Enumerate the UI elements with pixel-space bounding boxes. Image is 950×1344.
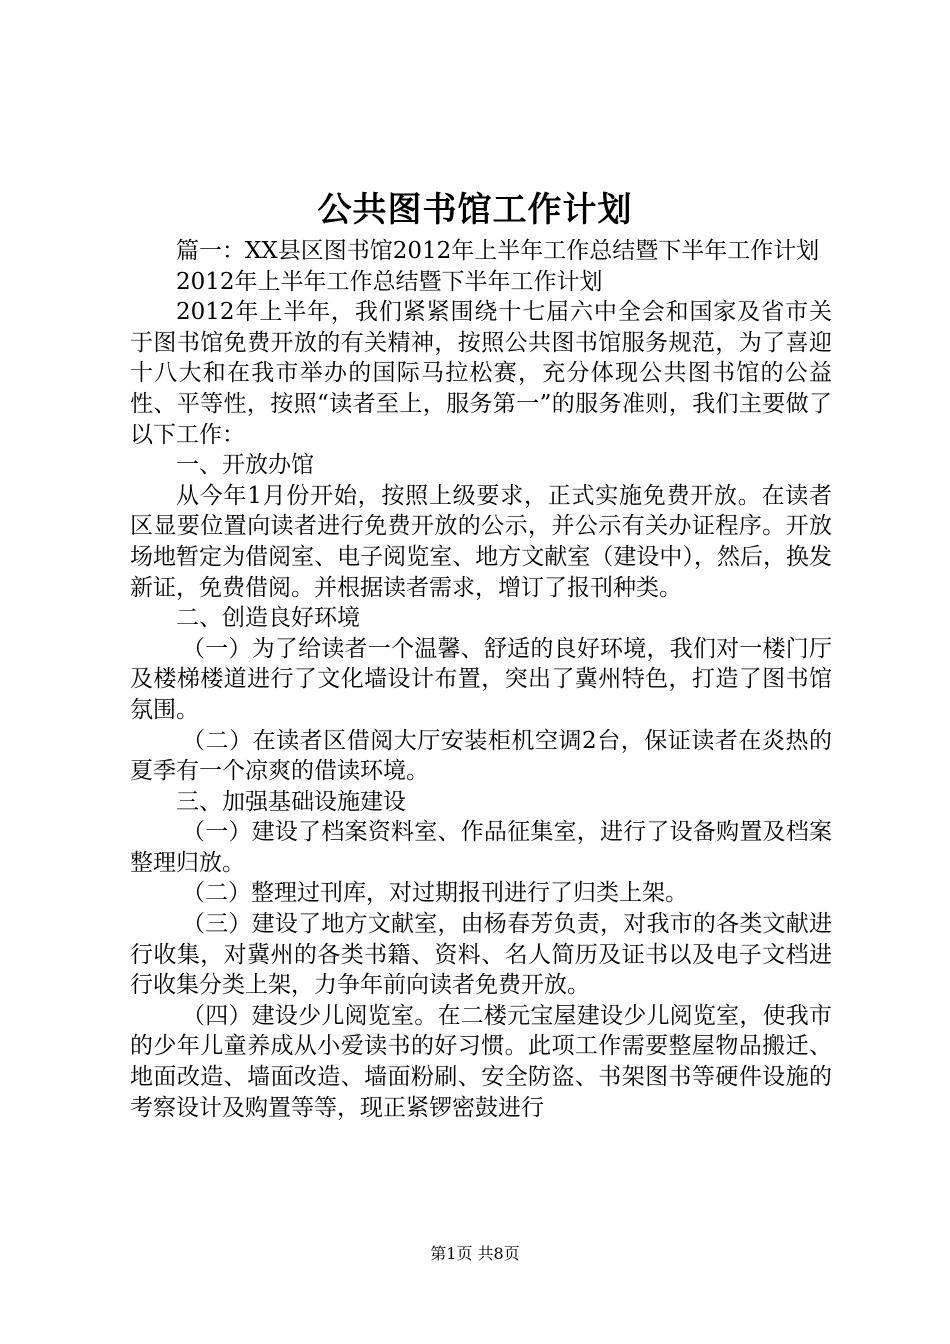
paragraph-subtitle: 2012年上半年工作总结暨下半年工作计划 bbox=[176, 268, 603, 295]
section-heading-infrastructure: 三、加强基础设施建设 bbox=[176, 788, 406, 815]
paragraph-infrastructure-item-3: （三）建设了地方文献室，由杨春芳负责，对我市的各类文献进行收集，对冀州的各类书籍、资料、名人简历及证书以及电子文档进行收集分类上架，力争年前向读者免费开放。 bbox=[130, 911, 832, 999]
document-body bbox=[130, 236, 832, 1123]
section-heading-open-library: 一、开放办馆 bbox=[176, 452, 314, 479]
document-title: 公共图书馆工作计划 bbox=[317, 190, 633, 230]
section-heading-environment: 二、创造良好环境 bbox=[176, 605, 360, 632]
paragraph-environment-item-1: （一）为了给读者一个温馨、舒适的良好环境，我们对一楼门厅及楼梯楼道进行了文化墙设计布置，突出了冀州特色，打造了图书馆氛围。 bbox=[130, 635, 832, 723]
paragraph-infrastructure-item-2: （二）整理过刊库，对过期报刊进行了归类上架。 bbox=[182, 880, 688, 907]
paragraph-infrastructure-item-4: （四）建设少儿阅览室。在二楼元宝屋建设少儿阅览室，使我市的少年儿童养成从小爱读书的好习惯。此项工作需要整屋物品搬迁、地面改造、墙面改造、墙面粉刷、安全防盗、书架图书等硬件设施的考察设计及购置等等，现正紧锣密鼓进行 bbox=[130, 1002, 832, 1121]
paragraph-intro: 2012年上半年，我们紧紧围绕十七届六中全会和国家及省市关于图书馆免费开放的有关精神，按照公共图书馆服务规范，为了喜迎十八大和在我市举办的国际马拉松赛，充分体现公共图书馆的公益性、平等性，按照“读者至上，服务第一”的服务准则，我们主要做了以下工作： bbox=[130, 299, 832, 448]
paragraph-free-opening: 从今年1月份开始，按照上级要求，正式实施免费开放。在读者区显要位置向读者进行免费开放的公示，并公示有关办证程序。开放场地暂定为借阅室、电子阅览室、地方文献室（建设中），然后，换发新证，免费借阅。并根据读者需求，增订了报刊种类。 bbox=[130, 482, 832, 601]
page-footer: 第1页 共8页 bbox=[430, 1244, 520, 1263]
paragraph-heading-part-one: 篇一：XX县区图书馆2012年上半年工作总结暨下半年工作计划 bbox=[176, 238, 820, 264]
paragraph-infrastructure-item-1: （一）建设了档案资料室、作品征集室，进行了设备购置及档案整理归放。 bbox=[130, 819, 832, 876]
paragraph-environment-item-2: （二）在读者区借阅大厅安装柜机空调2台，保证读者在炎热的夏季有一个凉爽的借读环境。 bbox=[130, 727, 832, 785]
